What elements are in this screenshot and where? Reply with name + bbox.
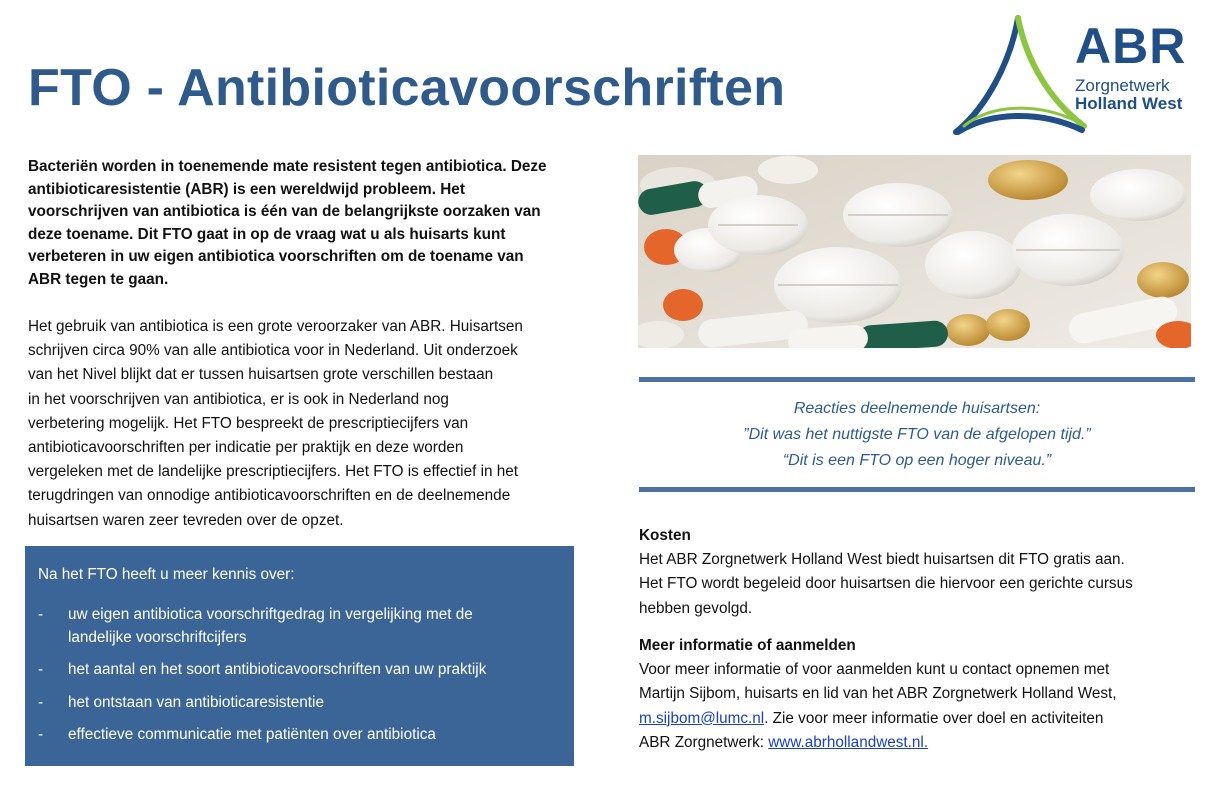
intro-bold-line: antibioticaresistentie (ABR) is een wereldwijd probleem. Het <box>28 180 465 198</box>
bullet-dash: - <box>38 726 44 743</box>
intro-body-line: Het gebruik van antibiotica is een grote veroorzaker van ABR. Huisartsen <box>28 318 523 335</box>
kosten-line: Het ABR Zorgnetwerk Holland West biedt huisartsen dit FTO gratis aan. <box>639 551 1125 569</box>
intro-body-line: schrijven circa 90% van alle antibiotica voor in Nederland. Uit onderzoek <box>28 342 518 360</box>
website-link[interactable]: www.abrhollandwest.nl. <box>768 733 929 751</box>
intro-body-line: van het Nivel blijkt dat er tussen huisartsen grote verschillen bestaan <box>28 366 494 384</box>
intro-body-line: terugdringen van onnodige antibioticavoorschriften en de deelnemende <box>28 487 511 505</box>
list-item <box>38 604 562 649</box>
info-line: Martijn Sijbom, huisarts en lid van het ABR Zorgnetwerk Holland West, <box>639 685 1117 703</box>
testimonials <box>639 396 1195 474</box>
info-heading: Meer informatie of aanmelden <box>639 637 856 654</box>
abr-triangle-icon <box>950 14 1090 140</box>
intro-body-line: vergeleken met de landelijke prescriptiecijfers. Het FTO is effectief in het <box>28 463 519 481</box>
list-item-text: landelijke voorschriftcijfers <box>68 628 247 646</box>
logo-abbr: ABR <box>1075 18 1187 74</box>
intro-bold-line: deze toename. Dit FTO gaat in op de vraag wat u als huisarts kunt <box>28 225 506 243</box>
list-item-text: het ontstaan van antibioticaresistentie <box>68 693 324 711</box>
intro-bold-line: voorschrijven van antibiotica is één van de belangrijkste oorzaken van <box>28 203 541 220</box>
kosten-line: Het FTO wordt begeleid door huisartsen die hiervoor een gerichte cursus <box>639 575 1133 593</box>
info-line <box>639 731 1199 755</box>
quote-divider-bottom <box>639 487 1195 492</box>
info-section <box>639 634 1199 755</box>
intro-body-line: antibioticavoorschriften per indicatie per praktijk en deze worden <box>28 439 464 457</box>
page-title: FTO - Antibioticavoorschriften <box>28 59 786 117</box>
intro-bold-line: Bacteriën worden in toenemende mate resistent tegen antibiotica. Deze <box>28 158 547 175</box>
bullet-dash: - <box>38 693 44 711</box>
testimonial-quote: ”Dit was het nuttigste FTO van de afgelopen tijd.” <box>743 426 1091 443</box>
knowledge-box <box>25 546 574 766</box>
knowledge-list <box>38 604 562 747</box>
info-line-text: ABR Zorgnetwerk: <box>639 733 769 751</box>
intro-bold-line: verbeteren in uw eigen antibiotica voorschriften om de toename van <box>28 248 524 265</box>
list-item-text: effectieve communicatie met patiënten over antibiotica <box>68 726 436 743</box>
kosten-section <box>639 524 1199 621</box>
info-line-text: . Zie voor meer informatie over doel en activiteiten <box>764 709 1104 727</box>
abr-logo <box>950 14 1200 140</box>
info-line: Voor meer informatie of voor aanmelden kunt u contact opnemen met <box>639 661 1110 679</box>
list-item <box>38 659 562 682</box>
intro-body-line: verbetering mogelijk. Het FTO bespreekt de prescriptiecijfers van <box>28 414 469 432</box>
email-link[interactable]: m.sijbom@lumc.nl <box>639 709 765 727</box>
logo-line2: Holland West <box>1075 94 1183 113</box>
intro-body-paragraph <box>28 315 588 533</box>
bullet-dash: - <box>38 661 44 678</box>
knowledge-heading: Na het FTO heeft u meer kennis over: <box>38 566 295 583</box>
quote-divider-top <box>639 377 1195 382</box>
intro-bold-line: ABR tegen te gaan. <box>28 270 169 288</box>
logo-line1: Zorgnetwerk <box>1075 76 1170 95</box>
list-item <box>38 692 562 715</box>
list-item <box>38 724 562 747</box>
intro-body-line: in het voorschrijven van antibiotica, er is ook in Nederland nog <box>28 390 449 408</box>
list-item-text: het aantal en het soort antibioticavoorschriften van uw praktijk <box>68 661 487 678</box>
bullet-dash: - <box>38 606 44 623</box>
intro-bold-paragraph <box>28 156 588 291</box>
list-item-text: uw eigen antibiotica voorschriftgedrag in vergelijking met de <box>68 606 473 623</box>
kosten-line: hebben gevolgd. <box>639 599 753 617</box>
info-line <box>639 707 1199 731</box>
testimonials-heading: Reacties deelnemende huisartsen: <box>793 400 1041 417</box>
pills-photo <box>638 155 1191 348</box>
testimonial-quote: “Dit is een FTO op een hoger niveau.” <box>782 452 1052 469</box>
intro-body-line: huisartsen waren zeer tevreden over de opzet. <box>28 511 344 529</box>
kosten-heading: Kosten <box>639 527 691 544</box>
